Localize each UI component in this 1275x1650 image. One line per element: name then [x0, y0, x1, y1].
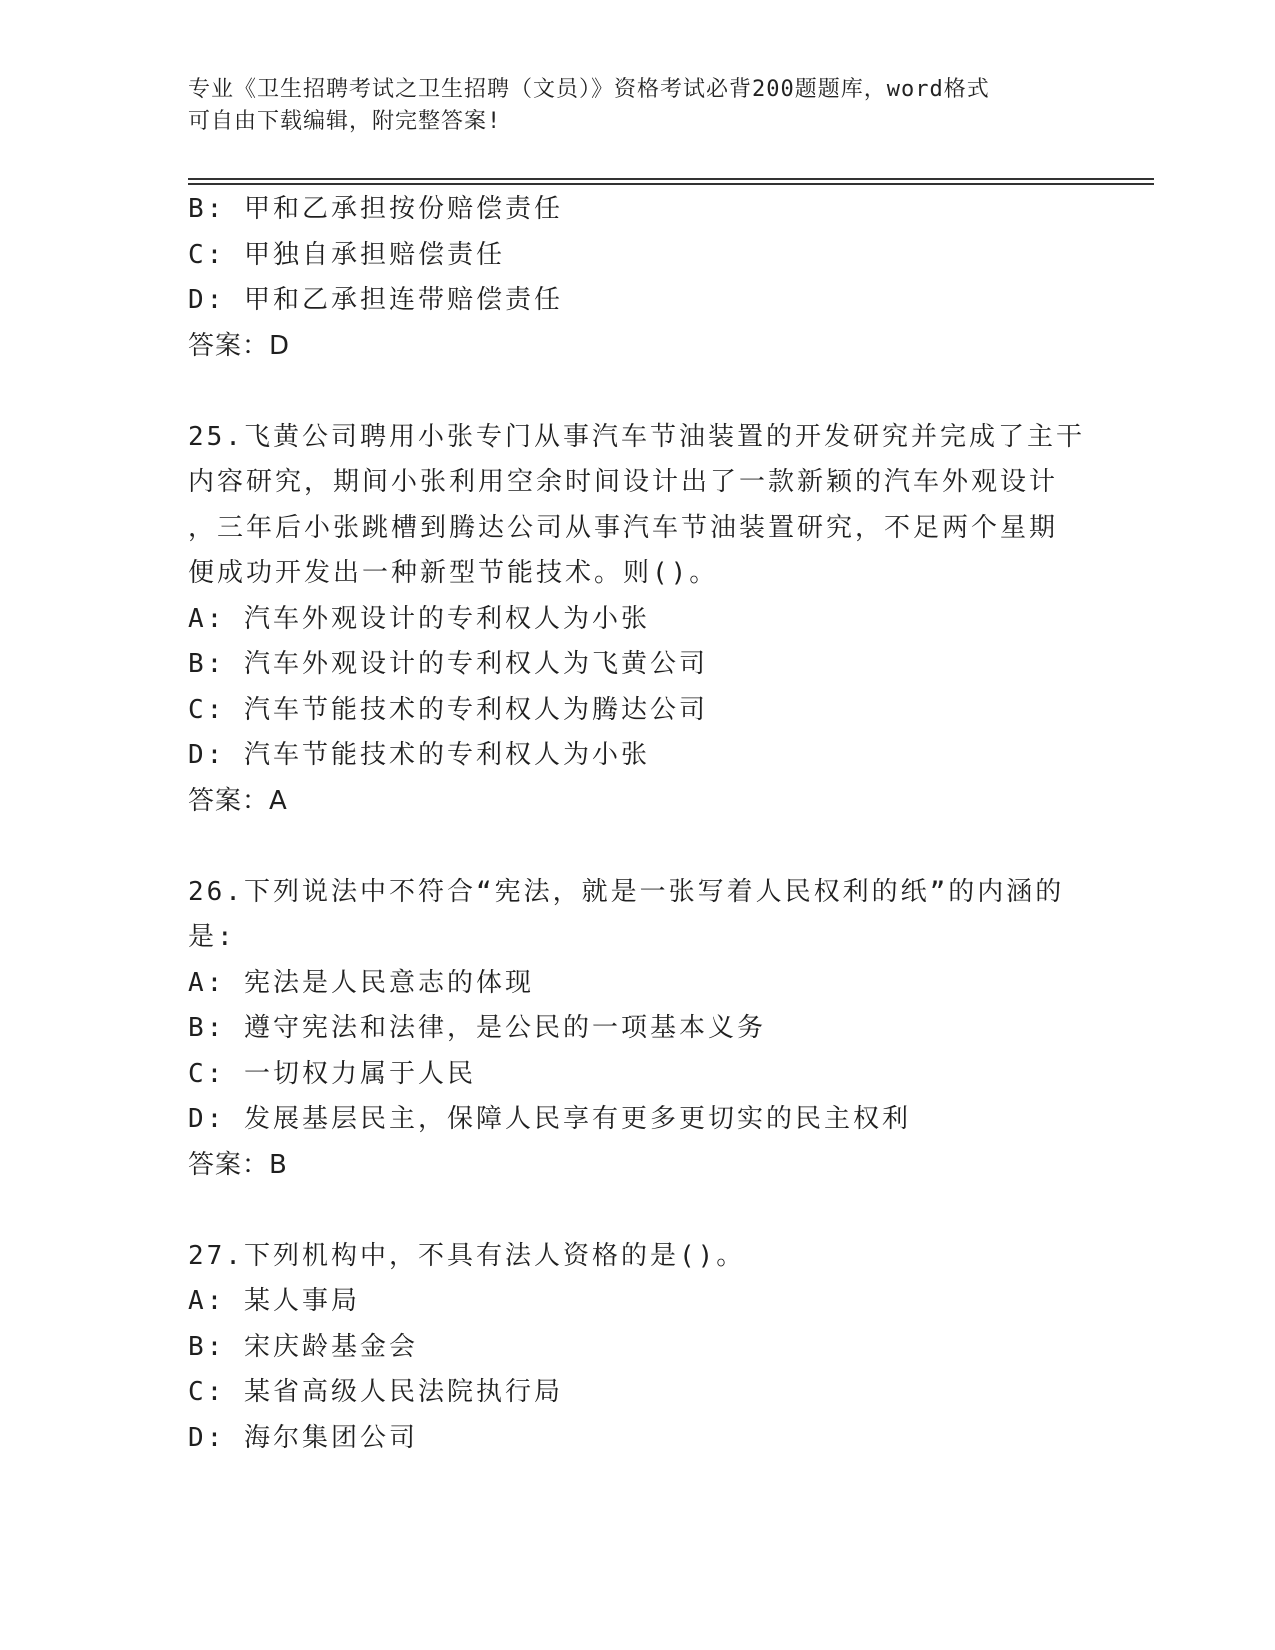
question-stem-line: 便成功开发出一种新型节能技术。则()。	[188, 558, 719, 588]
option-a: A: 宪法是人民意志的体现	[188, 967, 534, 998]
header-divider-top	[188, 178, 1154, 180]
header-title-line-1: 专业《卫生招聘考试之卫生招聘（文员）》资格考试必背200题题库，word格式	[188, 77, 990, 102]
option-c: C: 某省高级人民法院执行局	[188, 1377, 563, 1407]
option-b: B: 汽车外观设计的专利权人为飞黄公司	[188, 649, 708, 679]
header-divider-bottom	[188, 183, 1154, 185]
question-content	[188, 187, 1088, 1461]
option-d: D: 汽车节能技术的专利权人为小张	[188, 740, 650, 770]
option-b: B: 宋庆龄基金会	[188, 1331, 418, 1362]
option-a: A: 汽车外观设计的专利权人为小张	[188, 603, 650, 634]
option-b: B: 甲和乙承担按份赔偿责任	[188, 194, 563, 224]
question-stem-line: 27.下列机构中，不具有法人资格的是()。	[188, 1240, 746, 1271]
question-25	[188, 415, 1088, 825]
option-d: D: 发展基层民主，保障人民享有更多更切实的民主权利	[188, 1104, 911, 1134]
question-spacer	[188, 824, 1088, 870]
question-27	[188, 1234, 1088, 1462]
question-stem-line: 是:	[188, 922, 236, 952]
option-c: C: 一切权力属于人民	[188, 1058, 476, 1089]
option-c: C: 甲独自承担赔偿责任	[188, 239, 505, 270]
answer-line: 答案：D	[188, 330, 291, 361]
question-stem-line: 25.飞黄公司聘用小张专门从事汽车节油装置的开发研究并完成了主干	[188, 421, 1085, 452]
document-header	[188, 74, 1068, 138]
question-spacer	[188, 1188, 1088, 1234]
option-a: A: 某人事局	[188, 1286, 360, 1316]
option-c: C: 汽车节能技术的专利权人为腾达公司	[188, 694, 708, 725]
question-stem-line: ，三年后小张跳槽到腾达公司从事汽车节油装置研究，不足两个星期	[188, 512, 1059, 543]
question-24-tail	[188, 187, 1088, 369]
option-d: D: 甲和乙承担连带赔偿责任	[188, 285, 563, 315]
question-stem-line: 26.下列说法中不符合“宪法，就是一张写着人民权利的纸”的内涵的	[188, 876, 1065, 907]
option-b: B: 遵守宪法和法律，是公民的一项基本义务	[188, 1013, 766, 1043]
header-title-line-2: 可自由下载编辑，附完整答案!	[188, 109, 502, 134]
question-spacer	[188, 369, 1088, 415]
question-stem-line: 内容研究，期间小张利用空余时间设计出了一款新颖的汽车外观设计	[188, 467, 1059, 497]
option-d: D: 海尔集团公司	[188, 1422, 418, 1453]
answer-line: 答案：A	[188, 785, 288, 816]
question-26	[188, 870, 1088, 1189]
answer-line: 答案：B	[188, 1149, 288, 1180]
